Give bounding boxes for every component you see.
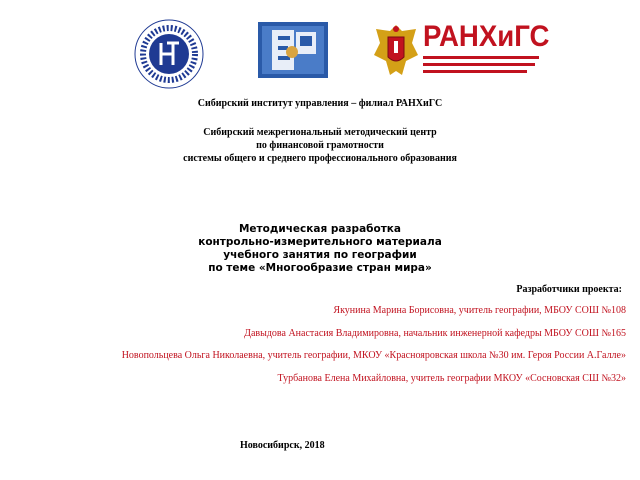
center-name-line-1: Сибирский межрегиональный методический центр [203,127,437,138]
document-title-line-4: по теме «Многообразие стран мира» [208,262,432,274]
document-title-line-1: Методическая разработка [238,223,402,235]
center-name-line-2: по финансовой грамотности [256,140,384,151]
ranepa-logo-text: РАНХиГС [423,20,550,53]
financial-literacy-logo-icon [258,22,328,78]
hse-logo-icon [133,18,205,90]
document-title-line-3: учебного занятия по географии [223,249,417,261]
city-year: Новосибирск, 2018 [240,440,325,451]
document-title-line-2: контрольно-измерительного материала [198,236,442,248]
ranepa-crest-icon [372,21,420,81]
developer-item: Давыдова Анастасия Владимировна, начальник инженерной кафедры МБОУ СОШ №165 [244,328,626,339]
developer-item: Якунина Марина Борисовна, учитель географии, МБОУ СОШ №108 [333,305,626,316]
developers-heading: Разработчики проекта: [516,284,622,295]
center-name-line-3: системы общего и среднего профессионального образования [183,153,457,164]
developer-item: Турбанова Елена Михайловна, учитель географии МКОУ «Сосновская СШ №32» [277,373,626,384]
developer-item: Новопольцева Ольга Николаевна, учитель географии, МКОУ «Краснояровская школа №30 им. Героя России А.Галле» [121,350,626,361]
institution-title: Сибирский институт управления – филиал РАНХиГС [197,98,443,109]
ranepa-logo-caption-icon [423,55,541,77]
logos-header [0,0,640,90]
